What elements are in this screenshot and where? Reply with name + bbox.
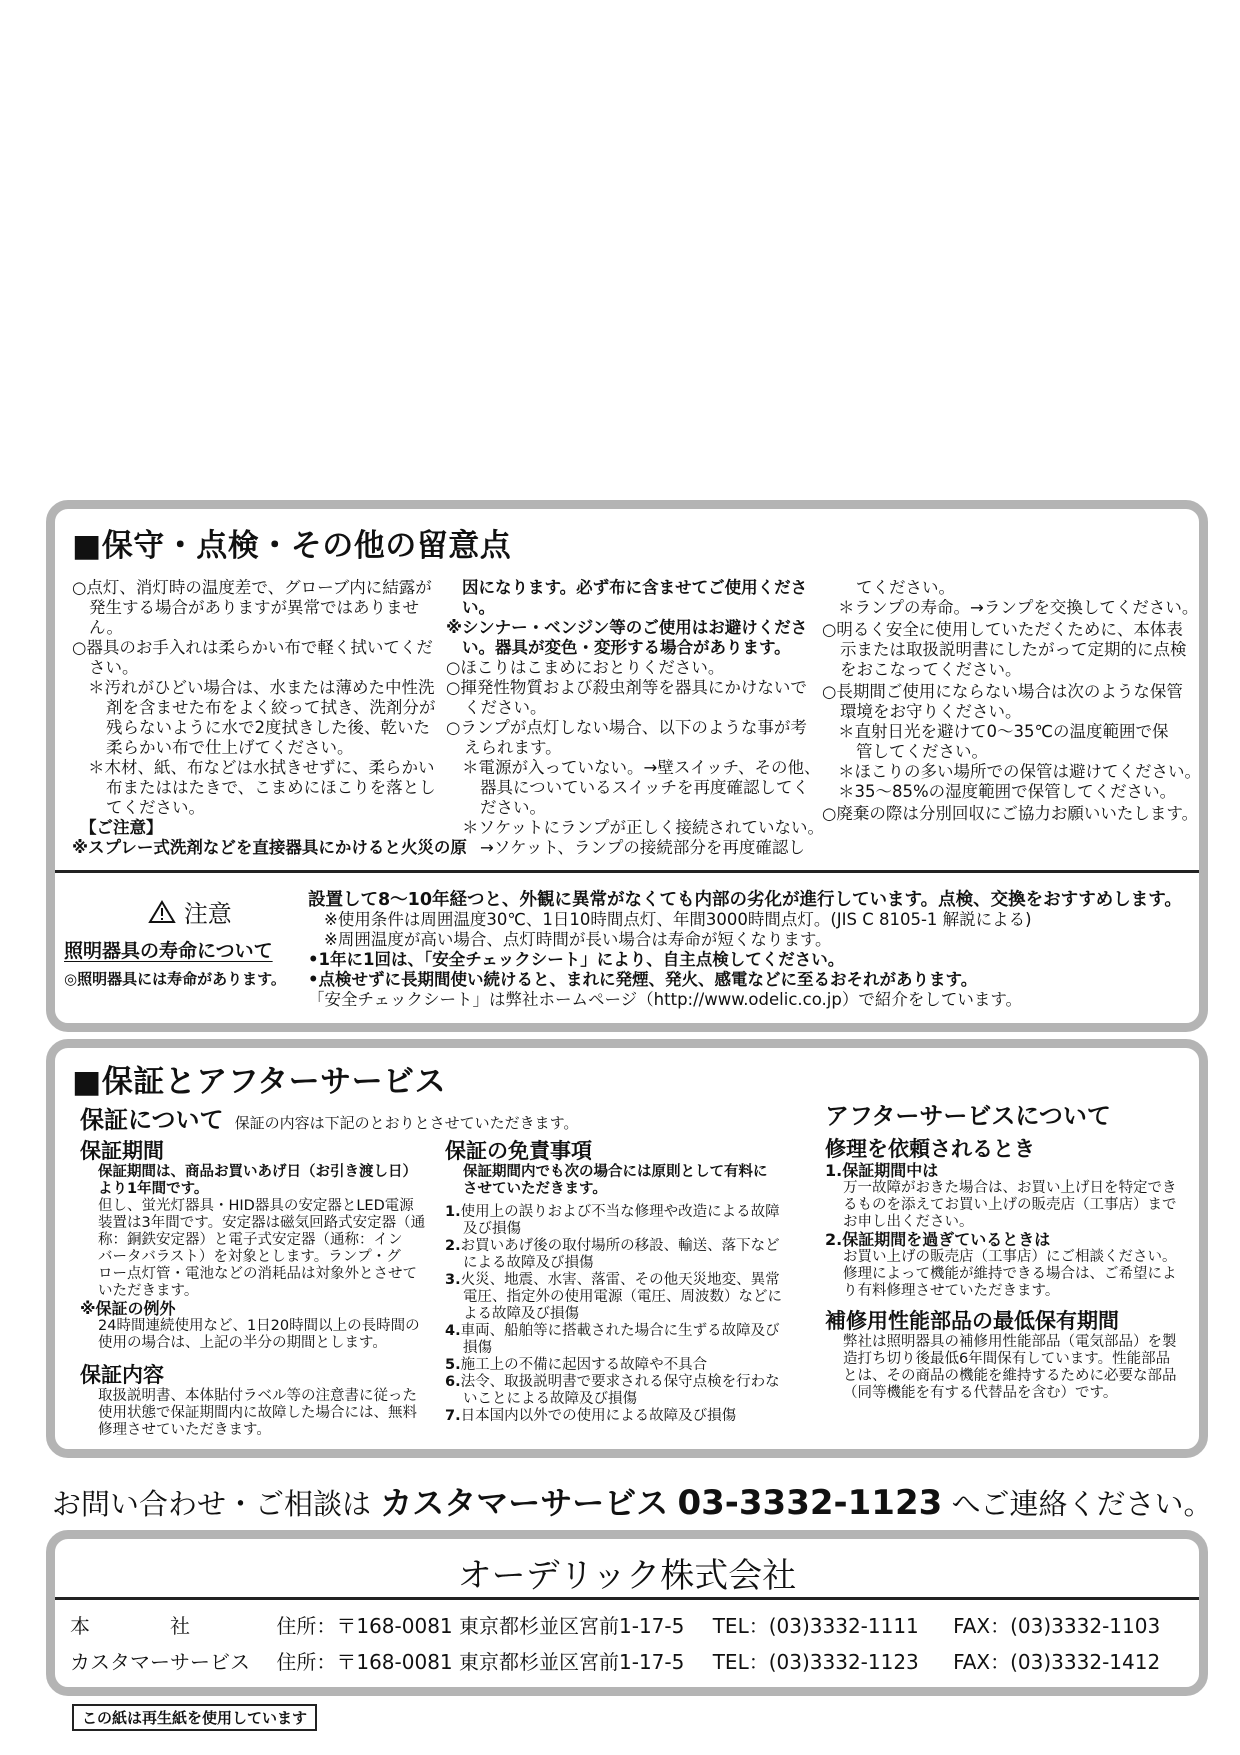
section-subtitle: ※保証の例外: [80, 1299, 176, 1318]
text-line: 「安全チェックシート」は弊社ホームページ（http://www.odelic.co.jp）で紹介をしています。: [308, 990, 1023, 1009]
divider: [55, 1597, 1199, 1600]
section-title: 補修用性能部品の最低保有期間: [825, 1309, 1119, 1333]
text-line: 因になります。必ず布に含ませてご使用ください。: [462, 578, 808, 617]
text-line: させていただきます。: [463, 1181, 607, 1197]
company-row-hq: [70, 1610, 1160, 1639]
text-line: 布またははたきで、こまめにほこりを落とし: [106, 778, 436, 797]
text-line: 保証期間は、商品お買いあげ日（お引き渡し日）: [98, 1164, 417, 1180]
text-line: バータバラスト）を対象とします。ランプ・グ: [98, 1249, 401, 1265]
text-line: •1年に1回は、「安全チェックシート」により、自主点検してください。: [308, 950, 845, 969]
warranty-about-title: 保証について: [80, 1106, 224, 1134]
text-line: ださい。: [480, 798, 546, 817]
text-line: ※使用条件は周囲温度30℃、1日10時間点灯、年間3000時間点灯。(JIS C 8105-1 解説による): [324, 910, 1032, 929]
text-line: ＊ランプの寿命。→ランプを交換してください。: [838, 598, 1199, 617]
text-line: （同等機能を有する代替品を含む）です。: [843, 1385, 1118, 1401]
text-line: 柔らかい布で仕上げてください。: [106, 738, 354, 757]
text-line: 造打ち切り後最低6年間保有しています。性能部品: [843, 1351, 1171, 1367]
lifespan-heading: 照明器具の寿命について: [64, 940, 273, 962]
row-address: 住所：〒168-0081 東京都杉並区宮前1-17-5: [276, 1614, 685, 1638]
text-line: ＊木材、紙、布などは水拭きせずに、柔らかい: [88, 758, 435, 777]
text-line: 弊社は照明器具の補修用性能部品（電気部品）を製: [843, 1334, 1177, 1350]
text-line: ＊汚れがひどい場合は、水または薄めた中性洗: [88, 678, 435, 697]
text-line: 称：銅鉄安定器）と電子式安定器（通称：イン: [98, 1232, 403, 1248]
caution-label: 【ご注意】: [80, 818, 163, 837]
lifespan-subtext: ◎照明器具には寿命があります。: [64, 970, 286, 988]
list-item: 3.火災、地震、水害、落雷、その他天災地変、異常電圧、指定外の使用電源（電圧、周波数）などによる故障及び損傷: [445, 1272, 782, 1322]
text-line: てください。: [856, 578, 955, 597]
row-label: カスタマーサービス: [70, 1650, 250, 1674]
row-fax: FAX：(03)3332-1103: [953, 1614, 1161, 1638]
text-line: 取扱説明書、本体貼付ラベル等の注意書に従った: [98, 1388, 417, 1404]
text-line: ○明るく安全に使用していただくために、本体表: [822, 620, 1183, 639]
text-line: るものを添えてお買い上げの販売店（工事店）まで: [843, 1197, 1177, 1213]
text-line: ※周囲温度が高い場合、点灯時間が長い場合は寿命が短くなります。: [324, 930, 832, 949]
contact-prefix: お問い合わせ・ご相談は: [52, 1487, 372, 1521]
text-line: 使用状態で保証期間内に故障した場合には、無料: [98, 1405, 417, 1421]
row-address: 住所：〒168-0081 東京都杉並区宮前1-17-5: [276, 1650, 685, 1674]
section-title: 保証期間: [80, 1139, 164, 1163]
text-line: ＊35～85%の湿度範囲で保管してください。: [838, 782, 1177, 801]
text-line: い。器具が変色・変形する場合があります。: [462, 638, 791, 657]
divider: [55, 870, 1199, 873]
text-line: 剤を含ませた布をよく絞って拭き、洗剤分が: [106, 698, 436, 717]
text-line: ください。: [464, 698, 547, 717]
text-line: さい。: [89, 658, 139, 677]
text-line: 示または取扱説明書にしたがって定期的に点検: [840, 640, 1187, 659]
text-line: ※スプレー式洗剤などを直接器具にかけると火災の原: [72, 838, 467, 857]
text-line: とは、その商品の機能を維持するために必要な部品: [843, 1368, 1177, 1384]
text-line: ○揮発性物質および殺虫剤等を器具にかけないで: [446, 678, 807, 697]
text-line: えられます。: [464, 738, 562, 757]
text-line: 環境をお守りください。: [840, 702, 1022, 721]
row-label: 本 社: [70, 1614, 190, 1638]
after-service-section: [825, 1100, 1195, 1402]
contact-service: カスタマーサービス: [380, 1484, 669, 1522]
list-item: 5.施工上の不備に起因する故障や不具合: [445, 1357, 708, 1373]
row-fax: FAX：(03)3332-1412: [953, 1650, 1161, 1674]
company-name: オーデリック株式会社: [457, 1556, 797, 1596]
text-line: いただきます。: [98, 1283, 199, 1299]
warranty-exempt-section: [445, 1138, 785, 1425]
text-line: てください。: [106, 798, 205, 817]
text-line: お申し出ください。: [843, 1214, 974, 1230]
company-row-service: [70, 1646, 1160, 1675]
text-line: より1年間です。: [98, 1181, 209, 1197]
list-item: 6.法令、取扱説明書で要求される保守点検を行わないことによる故障及び損傷: [445, 1374, 780, 1407]
text-line: ○廃棄の際は分別回収にご協力お願いいたします。: [822, 804, 1199, 823]
section-subtitle: 2.保証期間を過ぎているときは: [825, 1230, 1051, 1249]
after-service-title: アフターサービスについて: [825, 1102, 1111, 1130]
warranty-period-section: [80, 1138, 430, 1439]
text-line: 24時間連続使用など、1日20時間以上の長時間の: [98, 1318, 420, 1334]
contact-phone: 03-3332-1123: [677, 1483, 943, 1523]
warranty-about: [80, 1100, 578, 1135]
section-subtitle: 1.保証期間中は: [825, 1161, 939, 1180]
text-line: ○器具のお手入れは柔らかい布で軽く拭いてくだ: [72, 638, 433, 657]
row-tel: TEL：(03)3332-1123: [712, 1650, 919, 1674]
text-line: ロー点灯管・電池などの消耗品は対象外とさせて: [98, 1266, 417, 1282]
maintenance-col1: [72, 578, 467, 858]
caution-lines: [308, 890, 1198, 1010]
text-line: ※シンナー・ベンジン等のご使用はお避けくださ: [446, 618, 808, 637]
contact-line: [52, 1478, 1213, 1524]
list-item: 1.使用上の誤りおよび不当な修理や改造による故障及び損傷: [445, 1204, 780, 1237]
row-tel: TEL：(03)3332-1111: [712, 1614, 919, 1638]
text-line: 保証期間内でも次の場合には原則として有料に: [463, 1164, 768, 1180]
list-item: 2.お買いあげ後の取付場所の移設、輸送、落下などによる故障及び損傷: [445, 1238, 780, 1271]
text-line: 修理させていただきます。: [98, 1422, 271, 1438]
text-line: →ソケット、ランプの接続部分を再度確認し: [480, 838, 805, 857]
maintenance-title: ■保守・点検・その他の留意点: [72, 528, 512, 564]
caution-label: 注意: [183, 900, 232, 928]
warning-triangle-icon: [148, 900, 176, 930]
section-title: 保証内容: [80, 1363, 164, 1387]
warranty-title: ■保証とアフターサービス: [72, 1064, 447, 1100]
text-line: をおこなってください。: [840, 660, 1022, 679]
text-line: •点検せずに長期間使い続けると、まれに発煙、発火、感電などに至るおそれがあります。: [308, 970, 978, 989]
text-line: 管してください。: [856, 742, 988, 761]
text-line: ○点灯、消灯時の温度差で、グローブ内に結露が: [72, 578, 432, 597]
list-item: 4.車両、船舶等に搭載された場合に生ずる故障及び損傷: [445, 1323, 780, 1356]
maintenance-col2: [446, 578, 826, 858]
text-line: ＊電源が入っていない。→壁スイッチ、その他、: [462, 758, 821, 777]
list-item: 7.日本国内以外での使用による故障及び損傷: [445, 1408, 737, 1424]
warranty-about-note: 保証の内容は下記のとおりとさせていただきます。: [234, 1114, 579, 1132]
text-line: 設置して8～10年経つと、外観に異常がなくても内部の劣化が進行しています。点検、交換をおすすめします。: [308, 890, 1182, 910]
text-line: 修理によって機能が維持できる場合は、ご希望によ: [843, 1266, 1177, 1282]
text-line: お買い上げの販売店（工事店）にご相談ください。: [843, 1249, 1177, 1265]
text-line: 装置は3年間です。安定器は磁気回路式安定器（通: [98, 1215, 426, 1231]
text-line: 発生する場合がありますが異常ではありません。: [89, 598, 419, 637]
contact-suffix: へご連絡ください。: [951, 1487, 1213, 1521]
text-line: 使用の場合は、上記の半分の期間とします。: [98, 1335, 387, 1351]
recycle-note: この紙は再生紙を使用しています: [72, 1704, 317, 1731]
maintenance-col3: [822, 578, 1202, 824]
text-line: り有料修理させていただきます。: [843, 1283, 1060, 1299]
section-title: 修理を依頼されるとき: [825, 1137, 1035, 1161]
text-line: ＊ソケットにランプが正しく接続されていない。: [462, 818, 825, 837]
text-line: ○長期間ご使用にならない場合は次のような保管: [822, 682, 1183, 701]
text-line: ＊ほこりの多い場所での保管は避けてください。: [838, 762, 1201, 781]
text-line: ＊直射日光を避けて0～35℃の温度範囲で保: [838, 722, 1169, 741]
section-title: 保証の免責事項: [445, 1139, 592, 1163]
text-line: ○ランプが点灯しない場合、以下のような事が考: [446, 718, 807, 737]
text-line: 残らないように水で2度拭きした後、乾いた: [106, 718, 430, 737]
text-line: ○ほこりはこまめにおとりください。: [446, 658, 725, 677]
text-line: 万一故障がおきた場合は、お買い上げ日を特定でき: [843, 1180, 1177, 1196]
text-line: 器具についているスイッチを再度確認してく: [480, 778, 810, 797]
text-line: 但し、蛍光灯器具・HID器具の安定器とLED電源: [98, 1198, 414, 1214]
caution-block: [72, 894, 308, 930]
